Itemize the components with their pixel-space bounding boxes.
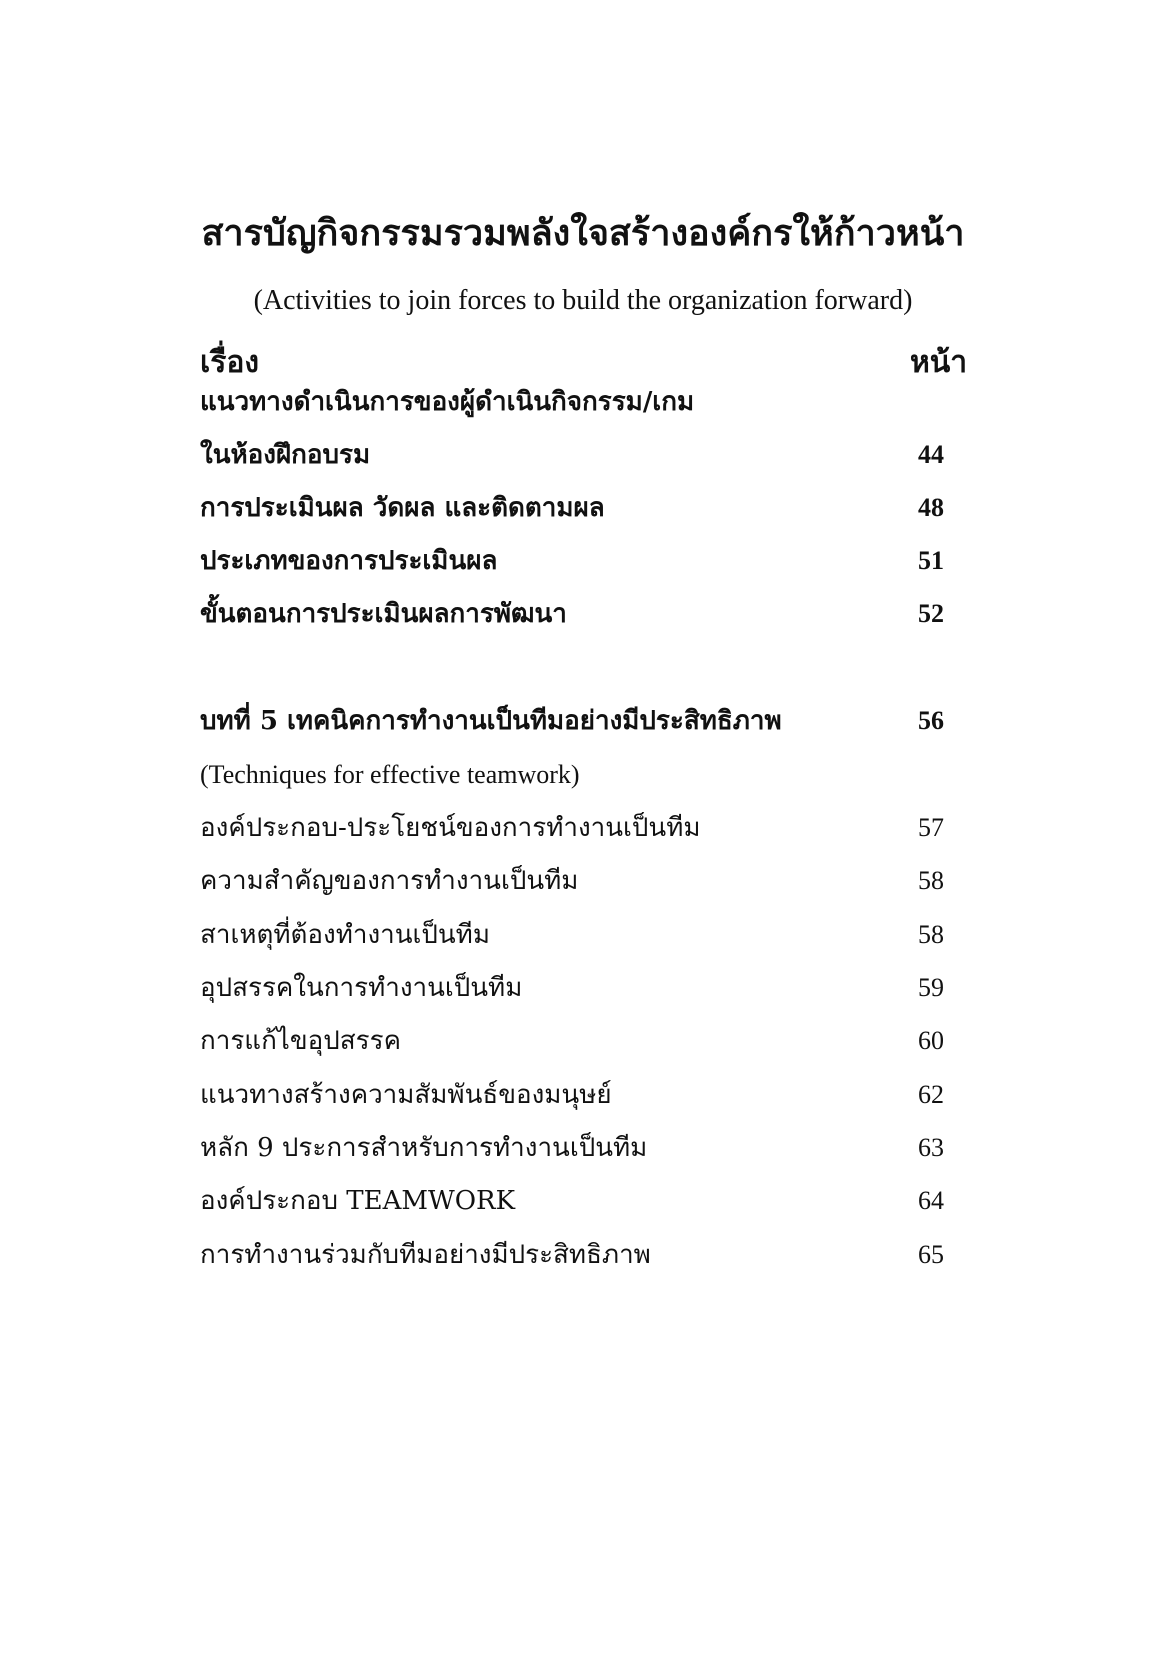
topic-column-header: เรื่อง — [200, 345, 260, 380]
page-title: สารบัญกิจกรรมรวมพลังใจสร้างองค์กรให้ก้าวหน้า — [201, 212, 965, 254]
toc-entry-page: 64 — [918, 1186, 944, 1215]
toc-entry-page: 62 — [918, 1080, 944, 1109]
toc-entry — [200, 808, 944, 848]
page-subtitle: (Activities to join forces to build the organization forward) — [253, 285, 913, 316]
toc-entry-title: บทที่ 5 เทคนิคการทำงานเป็นทีมอย่างมีประสิทธิภาพ — [200, 706, 782, 736]
toc-entry-title: (Techniques for effective teamwork) — [200, 760, 580, 789]
toc-entry — [200, 541, 944, 581]
toc-entry — [200, 1181, 944, 1221]
toc-entry — [200, 1021, 944, 1061]
toc-entry-title: ในห้องฝึกอบรม — [200, 440, 371, 470]
toc-entry — [200, 1075, 944, 1115]
toc-entry-page: 58 — [918, 920, 944, 949]
toc-entry — [200, 915, 944, 955]
toc-entry-page: 56 — [918, 706, 944, 735]
toc-list — [200, 0, 944, 1654]
toc-entry-title: ขั้นตอนการประเมินผลการพัฒนา — [200, 599, 567, 629]
toc-entry-title: ความสำคัญของการทำงานเป็นทีม — [200, 866, 579, 896]
toc-entry — [200, 488, 944, 528]
toc-entry — [200, 1235, 944, 1275]
toc-entry-page: 48 — [918, 493, 944, 522]
toc-entry-title: การทำงานร่วมกับทีมอย่างมีประสิทธิภาพ — [200, 1240, 651, 1270]
toc-entry-title: แนวทางดำเนินการของผู้ดำเนินกิจกรรม/เกม — [200, 387, 695, 417]
toc-entry-title: องค์ประกอบ-ประโยชน์ของการทำงานเป็นทีม — [200, 813, 701, 843]
page-column-header: หน้า — [910, 345, 968, 380]
toc-entry-page: 60 — [918, 1026, 944, 1055]
toc-entry-page: 63 — [918, 1133, 944, 1162]
toc-entry-page: 52 — [918, 599, 944, 628]
toc-entry — [200, 594, 944, 634]
toc-entry-page: 51 — [918, 546, 944, 575]
toc-entry-title: องค์ประกอบ TEAMWORK — [200, 1186, 516, 1216]
toc-entry — [200, 968, 944, 1008]
toc-entry — [200, 382, 944, 422]
toc-entry-title: การประเมินผล วัดผล และติดตามผล — [200, 493, 605, 523]
toc-entry — [200, 1128, 944, 1168]
toc-entry-page: 59 — [918, 973, 944, 1002]
chapter-heading — [200, 701, 944, 741]
toc-entry-page: 44 — [918, 440, 944, 469]
toc-entry-title: อุปสรรคในการทำงานเป็นทีม — [200, 973, 523, 1003]
toc-entry-title: แนวทางสร้างความสัมพันธ์ของมนุษย์ — [200, 1080, 612, 1110]
toc-entry-title: สาเหตุที่ต้องทำงานเป็นทีม — [200, 920, 490, 950]
toc-entry — [200, 435, 944, 475]
toc-entry-title: หลัก 9 ประการสำหรับการทำงานเป็นทีม — [200, 1133, 648, 1163]
toc-entry — [200, 861, 944, 901]
toc-entry-title: ประเภทของการประเมินผล — [200, 546, 498, 576]
toc-entry-page: 65 — [918, 1240, 944, 1269]
toc-entry-title: การแก้ไขอุปสรรค — [200, 1026, 401, 1056]
toc-entry-page: 58 — [918, 866, 944, 895]
toc-entry-page: 57 — [918, 813, 944, 842]
chapter-subtitle — [200, 755, 944, 795]
